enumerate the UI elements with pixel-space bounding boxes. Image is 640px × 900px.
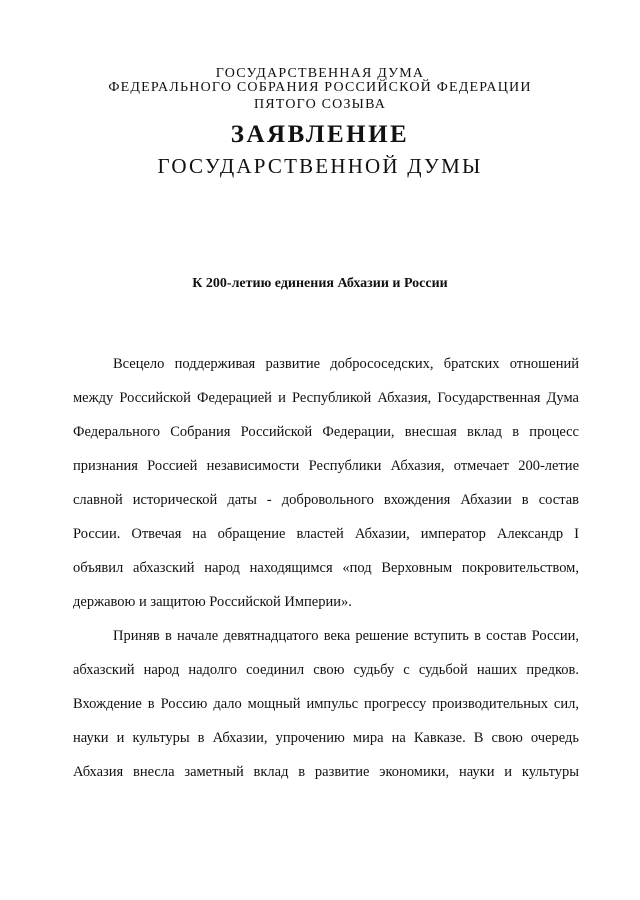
header-line-federal-assembly: ФЕДЕРАЛЬНОГО СОБРАНИЯ РОССИЙСКОЙ ФЕДЕРАЦИИ	[108, 80, 532, 95]
body-line: Приняв в начале девятнадцатого века решение вступить в состав России,	[113, 628, 579, 644]
header-line-convocation: ПЯТОГО СОЗЫВА	[253, 97, 387, 112]
header-line-duma: ГОСУДАРСТВЕННАЯ ДУМА	[215, 66, 425, 81]
body-line: России. Отвечая на обращение властей Абхазии, император Александр I	[73, 526, 579, 542]
body-line: державою и защитою Российской Империи».	[73, 594, 352, 610]
body-line: объявил абхазский народ находящимся «под Верховным покровительством,	[73, 560, 579, 576]
document-subtitle: ГОСУДАРСТВЕННОЙ ДУМЫ	[157, 154, 483, 178]
body-line: признания Россией независимости Республики Абхазия, отмечает 200-летие	[73, 458, 579, 474]
body-line: Вхождение в Россию дало мощный импульс прогрессу производительных сил,	[73, 696, 579, 712]
body-line: Всецело поддерживая развитие добрососедских, братских отношений	[113, 356, 579, 372]
statement-heading: К 200-летию единения Абхазии и России	[192, 276, 448, 291]
body-line: славной исторической даты - добровольного вхождения Абхазии в состав	[73, 492, 579, 508]
body-line: Федерального Собрания Российской Федерации, внесшая вклад в процесс	[73, 424, 579, 440]
body-line: Абхазия внесла заметный вклад в развитие экономики, науки и культуры	[73, 764, 579, 780]
document-title: ЗАЯВЛЕНИЕ	[230, 121, 410, 148]
body-line: науки и культуры в Абхазии, упрочению мира на Кавказе. В свою очередь	[73, 730, 579, 746]
body-line: между Российской Федерацией и Республикой Абхазия, Государственная Дума	[73, 390, 579, 406]
body-line: абхазский народ надолго соединил свою судьбу с судьбой наших предков.	[73, 662, 579, 678]
